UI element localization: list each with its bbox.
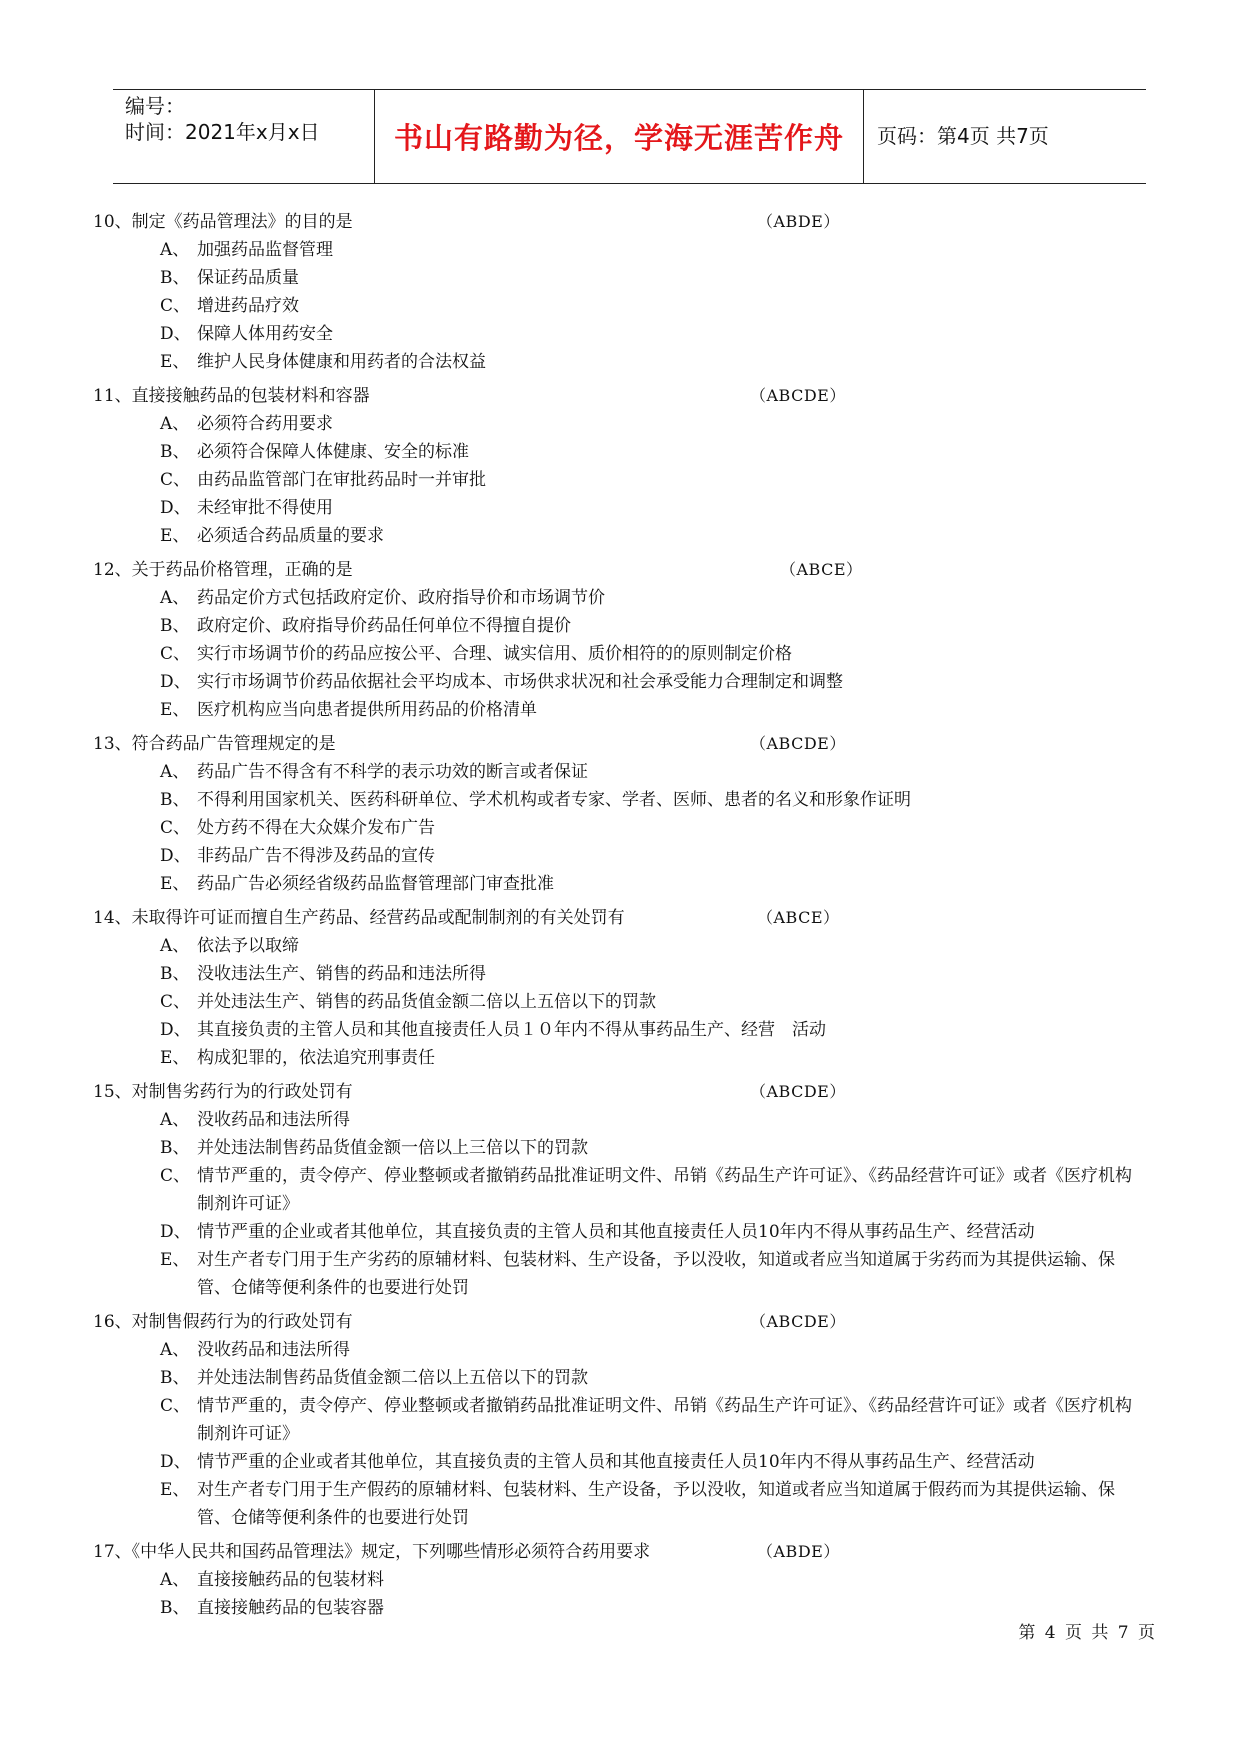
option-letter: E、 bbox=[160, 352, 190, 372]
option-letter: C、 bbox=[160, 992, 191, 1012]
question-item bbox=[0, 1078, 1241, 1308]
option-text: 药品定价方式包括政府定价、政府指导价和市场调节价 bbox=[197, 588, 605, 608]
option-text: 非药品广告不得涉及药品的宣传 bbox=[197, 846, 435, 866]
option-text: 政府定价、政府指导价药品任何单位不得擅自提价 bbox=[197, 616, 571, 636]
option-letter: E、 bbox=[160, 874, 190, 894]
question-item bbox=[0, 382, 1241, 556]
option-letter: B、 bbox=[160, 442, 190, 462]
option-letter: B、 bbox=[160, 1138, 190, 1158]
option-letter: A、 bbox=[160, 414, 190, 434]
option-letter: B、 bbox=[160, 1598, 190, 1618]
question-stem: 17、《中华人民共和国药品管理法》规定，下列哪些情形必须符合药用要求 bbox=[93, 1542, 651, 1562]
question-item bbox=[0, 730, 1241, 904]
option-letter: E、 bbox=[160, 1250, 190, 1270]
question-stem: 15、对制售劣药行为的行政处罚有 bbox=[93, 1082, 353, 1102]
option-letter: B、 bbox=[160, 268, 190, 288]
option-text: 保证药品质量 bbox=[197, 268, 299, 288]
question-item bbox=[0, 1538, 1241, 1628]
question-stem: 10、制定《药品管理法》的目的是 bbox=[93, 212, 353, 232]
option-text: 情节严重的，责令停产、停业整顿或者撤销药品批准证明文件、吊销《药品生产许可证》、《药品经营许可证》或者《医疗机构制剂许可证》 bbox=[197, 1166, 1132, 1214]
option-letter: C、 bbox=[160, 1166, 191, 1186]
option-text: 增进药品疗效 bbox=[197, 296, 299, 316]
option-text: 必须适合药品质量的要求 bbox=[197, 526, 384, 546]
question-answer: （ABDE） bbox=[757, 1542, 840, 1561]
question-answer: （ABDE） bbox=[757, 212, 840, 231]
option-text: 情节严重的企业或者其他单位，其直接负责的主管人员和其他直接责任人员10年内不得从事药品生产、经营活动 bbox=[197, 1452, 1035, 1472]
option-text: 没收违法生产、销售的药品和违法所得 bbox=[197, 964, 486, 984]
option-item bbox=[0, 1106, 1146, 1134]
option-text: 对生产者专门用于生产假药的原辅材料、包装材料、生产设备，予以没收，知道或者应当知道属于假药而为其提供运输、保管、仓储等便利条件的也要进行处罚 bbox=[197, 1480, 1115, 1528]
option-text: 医疗机构应当向患者提供所用药品的价格清单 bbox=[197, 700, 537, 720]
question-stem: 12、关于药品价格管理，正确的是 bbox=[93, 560, 353, 580]
option-item bbox=[0, 696, 1146, 724]
question-stem-row bbox=[0, 1538, 1241, 1566]
option-letter: D、 bbox=[160, 324, 191, 344]
question-stem-row bbox=[0, 208, 1241, 236]
option-item bbox=[0, 1044, 1146, 1072]
question-answer: （ABCDE） bbox=[750, 1312, 846, 1331]
option-item bbox=[0, 786, 1146, 814]
question-stem-row bbox=[0, 730, 1241, 758]
option-item bbox=[0, 1476, 1146, 1532]
page-footer: 第 4 页 共 7 页 bbox=[1018, 1623, 1157, 1643]
option-text: 依法予以取缔 bbox=[197, 936, 299, 956]
option-text: 直接接触药品的包装材料 bbox=[197, 1570, 384, 1590]
time-label: 时间：2021年x月x日 bbox=[125, 120, 320, 144]
option-text: 直接接触药品的包装容器 bbox=[197, 1598, 384, 1618]
option-item bbox=[0, 1246, 1146, 1302]
option-text: 实行市场调节价的药品应按公平、合理、诚实信用、质价相符的的原则制定价格 bbox=[197, 644, 792, 664]
option-letter: E、 bbox=[160, 526, 190, 546]
option-letter: A、 bbox=[160, 936, 190, 956]
question-item bbox=[0, 904, 1241, 1078]
option-item bbox=[0, 410, 1146, 438]
option-item bbox=[0, 1016, 1146, 1044]
question-stem-row bbox=[0, 1078, 1241, 1106]
option-text: 必须符合保障人体健康、安全的标准 bbox=[197, 442, 469, 462]
question-answer: （ABCE） bbox=[757, 908, 840, 927]
option-letter: B、 bbox=[160, 616, 190, 636]
option-item bbox=[0, 466, 1146, 494]
option-item bbox=[0, 494, 1146, 522]
page-header bbox=[113, 89, 1146, 184]
question-list bbox=[0, 208, 1241, 1628]
option-item bbox=[0, 1594, 1146, 1622]
option-letter: A、 bbox=[160, 1110, 190, 1130]
number-label: 编号： bbox=[125, 94, 185, 118]
question-stem: 16、对制售假药行为的行政处罚有 bbox=[93, 1312, 353, 1332]
option-text: 实行市场调节价药品依据社会平均成本、市场供求状况和社会承受能力合理制定和调整 bbox=[197, 672, 843, 692]
option-item bbox=[0, 522, 1146, 550]
option-letter: E、 bbox=[160, 1048, 190, 1068]
option-item bbox=[0, 320, 1146, 348]
question-stem-row bbox=[0, 1308, 1241, 1336]
question-item bbox=[0, 1308, 1241, 1538]
question-answer: （ABCDE） bbox=[750, 734, 846, 753]
option-text: 不得利用国家机关、医药科研单位、学术机构或者专家、学者、医师、患者的名义和形象作证明 bbox=[197, 790, 911, 810]
option-item bbox=[0, 1218, 1146, 1246]
option-letter: B、 bbox=[160, 964, 190, 984]
question-stem-row bbox=[0, 904, 1241, 932]
question-stem-row bbox=[0, 556, 1241, 584]
question-answer: （ABCE） bbox=[780, 560, 863, 579]
option-item bbox=[0, 814, 1146, 842]
option-text: 情节严重的企业或者其他单位，其直接负责的主管人员和其他直接责任人员10年内不得从事药品生产、经营活动 bbox=[197, 1222, 1035, 1242]
option-item bbox=[0, 1336, 1146, 1364]
option-item bbox=[0, 758, 1146, 786]
option-item bbox=[0, 870, 1146, 898]
header-page-label: 页码：第4页 共7页 bbox=[877, 124, 1049, 148]
option-item bbox=[0, 1448, 1146, 1476]
option-text: 其直接负责的主管人员和其他直接责任人员１０年内不得从事药品生产、经营 活动 bbox=[197, 1020, 826, 1040]
option-letter: A、 bbox=[160, 588, 190, 608]
question-item bbox=[0, 556, 1241, 730]
option-text: 对生产者专门用于生产劣药的原辅材料、包装材料、生产设备，予以没收，知道或者应当知道属于劣药而为其提供运输、保管、仓储等便利条件的也要进行处罚 bbox=[197, 1250, 1115, 1298]
option-text: 处方药不得在大众媒介发布广告 bbox=[197, 818, 435, 838]
option-text: 并处违法生产、销售的药品货值金额二倍以上五倍以下的罚款 bbox=[197, 992, 656, 1012]
question-stem-row bbox=[0, 382, 1241, 410]
option-item bbox=[0, 932, 1146, 960]
option-text: 由药品监管部门在审批药品时一并审批 bbox=[197, 470, 486, 490]
option-letter: A、 bbox=[160, 762, 190, 782]
option-item bbox=[0, 1162, 1146, 1218]
option-item bbox=[0, 668, 1146, 696]
question-answer: （ABCDE） bbox=[750, 1082, 846, 1101]
option-text: 没收药品和违法所得 bbox=[197, 1340, 350, 1360]
question-stem: 14、未取得许可证而擅自生产药品、经营药品或配制制剂的有关处罚有 bbox=[93, 908, 625, 928]
option-letter: D、 bbox=[160, 672, 191, 692]
option-letter: C、 bbox=[160, 296, 191, 316]
header-motto-cell bbox=[375, 90, 864, 183]
option-letter: D、 bbox=[160, 498, 191, 518]
question-stem: 11、直接接触药品的包装材料和容器 bbox=[93, 386, 370, 406]
question-answer: （ABCDE） bbox=[750, 386, 846, 405]
option-item bbox=[0, 348, 1146, 376]
option-text: 药品广告不得含有不科学的表示功效的断言或者保证 bbox=[197, 762, 588, 782]
option-item bbox=[0, 264, 1146, 292]
option-text: 药品广告必须经省级药品监督管理部门审查批准 bbox=[197, 874, 554, 894]
option-item bbox=[0, 612, 1146, 640]
option-letter: C、 bbox=[160, 1396, 191, 1416]
option-text: 维护人民身体健康和用药者的合法权益 bbox=[197, 352, 486, 372]
option-item bbox=[0, 236, 1146, 264]
option-letter: A、 bbox=[160, 1570, 190, 1590]
option-text: 并处违法制售药品货值金额一倍以上三倍以下的罚款 bbox=[197, 1138, 588, 1158]
option-letter: B、 bbox=[160, 1368, 190, 1388]
option-item bbox=[0, 1392, 1146, 1448]
header-page-cell bbox=[865, 90, 1146, 183]
question-stem: 13、符合药品广告管理规定的是 bbox=[93, 734, 336, 754]
motto-text: 书山有路勤为径，学海无涯苦作舟 bbox=[393, 121, 844, 155]
question-item bbox=[0, 208, 1241, 382]
option-letter: C、 bbox=[160, 818, 191, 838]
option-text: 未经审批不得使用 bbox=[197, 498, 333, 518]
option-item bbox=[0, 292, 1146, 320]
option-item bbox=[0, 842, 1146, 870]
option-item bbox=[0, 584, 1146, 612]
option-text: 必须符合药用要求 bbox=[197, 414, 333, 434]
option-letter: C、 bbox=[160, 470, 191, 490]
option-letter: D、 bbox=[160, 1452, 191, 1472]
option-item bbox=[0, 960, 1146, 988]
option-item bbox=[0, 640, 1146, 668]
option-letter: D、 bbox=[160, 1222, 191, 1242]
option-text: 情节严重的，责令停产、停业整顿或者撤销药品批准证明文件、吊销《药品生产许可证》、《药品经营许可证》或者《医疗机构制剂许可证》 bbox=[197, 1396, 1132, 1444]
option-letter: A、 bbox=[160, 240, 190, 260]
option-item bbox=[0, 1134, 1146, 1162]
option-text: 并处违法制售药品货值金额二倍以上五倍以下的罚款 bbox=[197, 1368, 588, 1388]
option-text: 没收药品和违法所得 bbox=[197, 1110, 350, 1130]
header-meta-cell bbox=[113, 90, 375, 183]
option-letter: D、 bbox=[160, 1020, 191, 1040]
option-letter: A、 bbox=[160, 1340, 190, 1360]
option-item bbox=[0, 1364, 1146, 1392]
option-letter: C、 bbox=[160, 644, 191, 664]
option-item bbox=[0, 1566, 1146, 1594]
option-text: 构成犯罪的，依法追究刑事责任 bbox=[197, 1048, 435, 1068]
option-letter: E、 bbox=[160, 1480, 190, 1500]
option-letter: E、 bbox=[160, 700, 190, 720]
option-letter: B、 bbox=[160, 790, 190, 810]
option-item bbox=[0, 438, 1146, 466]
option-item bbox=[0, 988, 1146, 1016]
option-text: 保障人体用药安全 bbox=[197, 324, 333, 344]
option-letter: D、 bbox=[160, 846, 191, 866]
option-text: 加强药品监督管理 bbox=[197, 240, 333, 260]
